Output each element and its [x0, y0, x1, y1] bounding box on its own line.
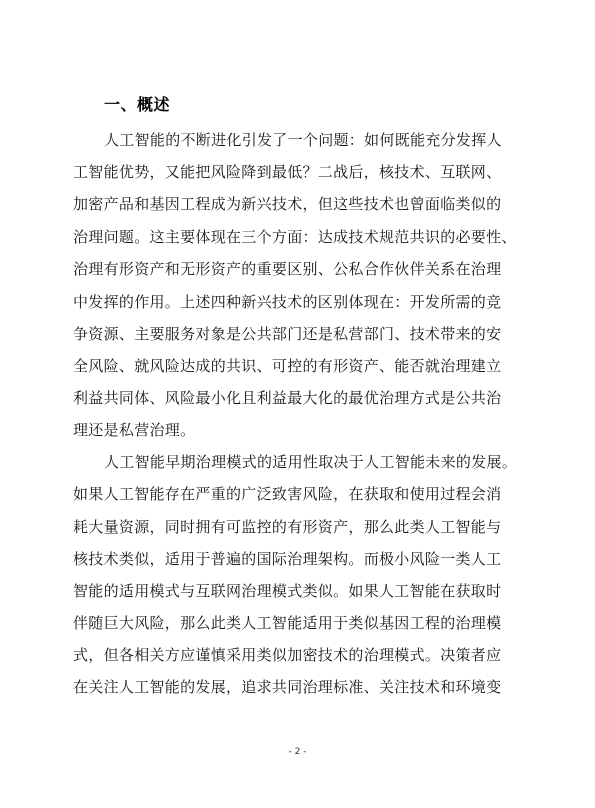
body-line: 在关注人工智能的发展，追求共同治理标准、关注技术和环境变 [73, 678, 502, 696]
body-line: 争资源、主要服务对象是公共部门还是私营部门、技术带来的安 [73, 325, 502, 343]
body-line: 治理有形资产和无形资产的重要区别、公私合作伙伴关系在治理 [73, 260, 502, 278]
body-line: 全风险、就风险达成的共识、可控的有形资产、能否就治理建立 [73, 357, 502, 375]
body-line: 人工智能早期治理模式的适用性取决于人工智能未来的发展。 [104, 453, 518, 471]
body-line: 式，但各相关方应谨慎采用类似加密技术的治理模式。决策者应 [73, 646, 502, 664]
body-line: 治理问题。这主要体现在三个方面：达成技术规范共识的必要性、 [73, 228, 517, 246]
body-line: 加密产品和基因工程成为新兴技术，但这些技术也曾面临类似的 [73, 195, 502, 213]
body-line: 工智能优势，又能把风险降到最低？二战后，核技术、互联网、 [73, 163, 502, 181]
body-line: 理还是私营治理。 [73, 421, 196, 439]
body-line: 如果人工智能存在严重的广泛致害风险，在获取和使用过程会消 [73, 485, 502, 503]
body-line: 中发挥的作用。上述四种新兴技术的区别体现在：开发所需的竞 [73, 293, 502, 311]
body-line: 人工智能的不断进化引发了一个问题：如何既能充分发挥人 [104, 131, 502, 149]
body-line: 耗大量资源，同时拥有可监控的有形资产，那么此类人工智能与 [73, 518, 502, 536]
section-heading: 一、概述 [104, 95, 171, 114]
body-line: 核技术类似，适用于普遍的国际治理架构。而极小风险一类人工 [73, 550, 502, 568]
body-line: 伴随巨大风险，那么此类人工智能适用于类似基因工程的治理模 [73, 614, 502, 632]
body-line: 智能的适用模式与互联网治理模式类似。如果人工智能在获取时 [73, 582, 502, 600]
body-line: 利益共同体、风险最小化且利益最大化的最优治理方式是公共治 [73, 389, 502, 407]
page-number: - 2 - [288, 747, 307, 757]
